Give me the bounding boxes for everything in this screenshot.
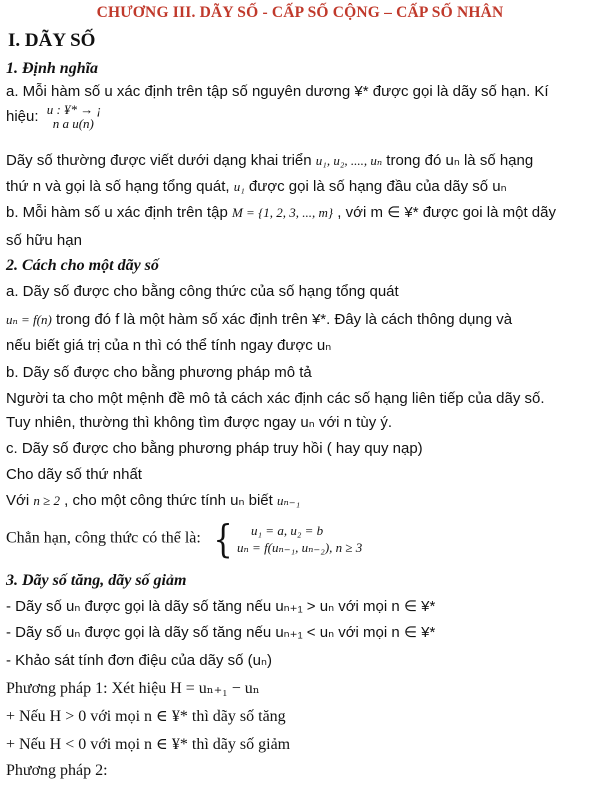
subsection-heading-monotonic: 3. Dãy số tăng, dãy số giảm	[6, 572, 187, 589]
mapping-line-2: n a u(n)	[52, 116, 94, 131]
method-2: Phương pháp 2:	[6, 762, 108, 779]
mapping-line-1: u : ¥* → ¡	[46, 102, 102, 117]
definition-b-line1: b. Mỗi hàm số u xác định trên tập M = {1, 2, 3, ..., m} , với m ∈ ¥* được goi là một dãy	[6, 204, 556, 221]
decreasing-definition: - Dãy số uₙ được gọi là dãy số tăng nếu uₙ₊₁ < uₙ với mọi n ∈ ¥*	[6, 624, 436, 641]
expansion-line2: thứ n và gọi là số hạng tổng quát, u₁ được gọi là số hạng đầu của dãy số uₙ	[6, 178, 507, 195]
notation-label: hiệu:	[6, 107, 39, 125]
method-1: Phương pháp 1: Xét hiệu H = uₙ₊₁ − uₙ	[6, 680, 260, 697]
method-a-line3: nếu biết giá trị của n thì có thể tính ngay được uₙ	[6, 337, 332, 354]
method-b-line1: b. Dãy số được cho bằng phương pháp mô tả	[6, 364, 312, 381]
system-line-2: uₙ = f(uₙ₋₁, uₙ₋₂), n ≥ 3	[237, 540, 363, 555]
method-b-line2: Người ta cho một mệnh đề mô tả cách xác định các số hạng liên tiếp của dãy số.	[6, 390, 545, 407]
increasing-definition: - Dãy số uₙ được gọi là dãy số tăng nếu uₙ₊₁ > uₙ với mọi n ∈ ¥*	[6, 598, 436, 615]
method-b-line3: Tuy nhiên, thường thì không tìm được ngay uₙ với n tùy ý.	[6, 414, 393, 431]
method-c-line3: Với n ≥ 2 , cho một công thức tính uₙ biết uₙ₋₁	[6, 492, 301, 509]
subsection-heading-methods: 2. Cách cho một dãy số	[6, 257, 159, 274]
expansion-math: u₁, u₂, ...., uₙ	[315, 153, 383, 168]
brace-symbol: {	[213, 517, 233, 561]
method-c-line1: c. Dãy số được cho bằng phương pháp truy hồi ( hay quy nạp)	[6, 440, 423, 457]
chapter-title: CHƯƠNG III. DÃY SỐ - CẤP SỐ CỘNG – CẤP SỐ NHÂN	[96, 4, 504, 21]
general-term-math: uₙ = f(n)	[6, 312, 52, 327]
monotonic-survey: - Khảo sát tính đơn điệu của dãy số (uₙ)	[6, 652, 272, 669]
section-heading: I. DÃY SỐ	[8, 30, 96, 51]
system-line-1: u₁ = a, u₂ = b	[251, 523, 324, 538]
method-a-line1: a. Dãy số được cho bằng công thức của số hạng tổng quát	[6, 283, 399, 300]
first-term-math: u₁	[233, 179, 245, 194]
method-c-line2: Cho dãy số thứ nhất	[6, 466, 142, 483]
subsection-heading-definition: 1. Định nghĩa	[6, 60, 99, 77]
case-negative: + Nếu H < 0 với mọi n ∈ ¥* thì dãy số giảm	[6, 736, 291, 753]
recurrence-example: Chẳn hạn, công thức có thể là: { u₁ = a, u₂ = b uₙ = f(uₙ₋₁, uₙ₋₂), n ≥ 3	[6, 517, 363, 561]
case-positive: + Nếu H > 0 với mọi n ∈ ¥* thì dãy số tăng	[6, 708, 286, 725]
definition-a-line1: a. Mỗi hàm số u xác định trên tập số nguyên dương ¥* được gọi là dãy số hạn. Kí	[6, 83, 549, 100]
definition-a-notation	[6, 103, 102, 131]
function-mapping	[47, 103, 102, 131]
definition-b-line2: số hữu hạn	[6, 232, 82, 249]
expansion-line1: Dãy số thường được viết dưới dạng khai triển u₁, u₂, ...., uₙ trong đó uₙ là số hạng	[6, 152, 534, 169]
set-m-math: M = {1, 2, 3, ..., m}	[231, 205, 334, 220]
recurrence-system	[211, 517, 363, 561]
method-a-line2: uₙ = f(n) trong đó f là một hàm số xác định trên ¥*. Đây là cách thông dụng và	[6, 311, 513, 328]
